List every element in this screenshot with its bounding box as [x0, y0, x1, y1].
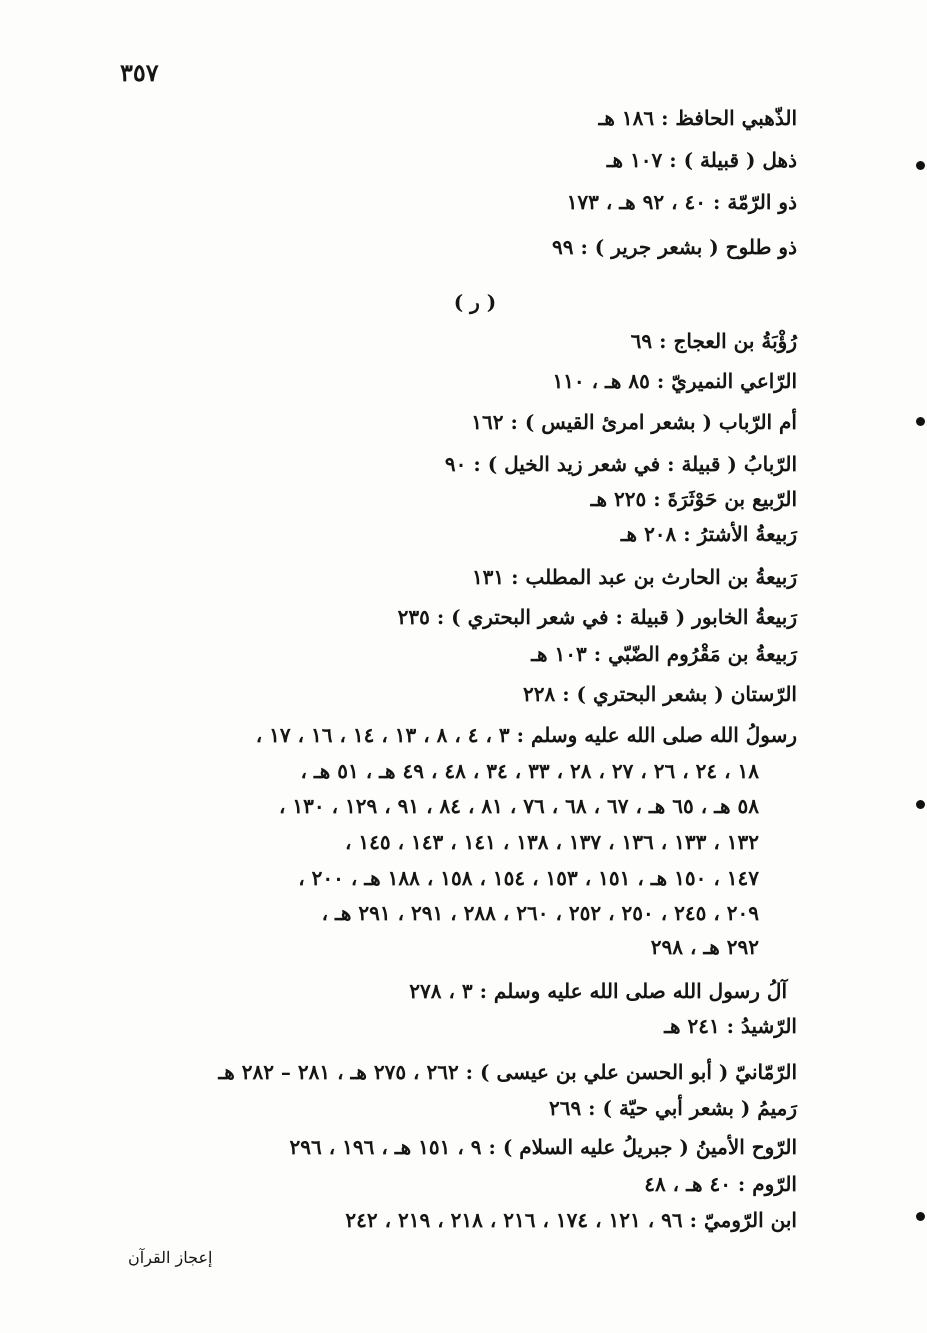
- index-entry: آلُ رسول الله صلى الله عليه وسلم : ٣ ، ٢٧٨: [409, 979, 787, 1003]
- index-entry: رَبيعةُ الخابور ( قبيلة : في شعر البحتري ) : ٢٣٥: [397, 605, 797, 629]
- binding-hole-mark: [916, 1212, 925, 1221]
- binding-hole-mark: [916, 800, 925, 809]
- page-number: ٣٥٧: [120, 58, 159, 87]
- index-entry: الرّمّانيّ ( أبو الحسن علي بن عيسى ) : ٢٦٢ ، ٢٧٥ هـ ، ٢٨١ – ٢٨٢ هـ: [218, 1060, 797, 1084]
- index-entry: رَميمُ ( بشعر أبي حيّة ) : ٢٦٩: [548, 1096, 797, 1120]
- index-entry-continuation: ١٤٧ ، ١٥٠ هـ ، ١٥١ ، ١٥٣ ، ١٥٤ ، ١٥٨ ، ١٨٨ هـ ، ٢٠٠ ،: [298, 866, 759, 890]
- index-entry-continuation: ٢٩٢ هـ ، ٢٩٨: [650, 935, 759, 959]
- index-entry: الرّبيع بن حَوْثَرَةَ : ٢٢٥ هـ: [590, 487, 797, 511]
- index-entry-continuation: ١٨ ، ٢٤ ، ٢٦ ، ٢٧ ، ٢٨ ، ٣٣ ، ٣٤ ، ٤٨ ، ٤٩ هـ ، ٥١ هـ ،: [300, 759, 759, 783]
- index-entry: الرّوح الأمينُ ( جبريلُ عليه السلام ) : ٩ ، ١٥١ هـ ، ١٩٦ ، ٢٩٦: [289, 1135, 797, 1159]
- index-entry: ابن الرّوميّ : ٩٦ ، ١٢١ ، ١٧٤ ، ٢١٦ ، ٢١٨ ، ٢١٩ ، ٢٤٢: [345, 1208, 797, 1232]
- index-entry: ذو الرّمّة : ٤٠ ، ٩٢ هـ ، ١٧٣: [566, 190, 797, 214]
- binding-hole-mark: [916, 417, 925, 426]
- index-entry: رَبيعةُ الأشترُ : ٢٠٨ هـ: [620, 522, 797, 546]
- index-entry-continuation: ٥٨ هـ ، ٦٥ هـ ، ٦٧ ، ٦٨ ، ٧٦ ، ٨١ ، ٨٤ ، ٩١ ، ١٢٩ ، ١٣٠ ،: [279, 794, 759, 818]
- index-entry: ذهل ( قبيلة ) : ١٠٧ هـ: [606, 148, 797, 172]
- section-heading: ( ر ): [453, 290, 497, 314]
- index-entry-continuation: ١٣٢ ، ١٣٣ ، ١٣٦ ، ١٣٧ ، ١٣٨ ، ١٤١ ، ١٤٣ ، ١٤٥ ،: [344, 830, 759, 854]
- index-entry: الرّستان ( بشعر البحتري ) : ٢٢٨: [523, 682, 797, 706]
- index-entry: الرّبابُ ( قبيلة : في شعر زيد الخيل ) : ٩٠: [444, 452, 797, 476]
- index-entry: رُؤْبَةُ بن العجاج : ٦٩: [630, 329, 797, 353]
- index-entry-continuation: ٢٠٩ ، ٢٤٥ ، ٢٥٠ ، ٢٥٢ ، ٢٦٠ ، ٢٨٨ ، ٢٩١ ، ٢٩١ هـ ،: [321, 901, 759, 925]
- index-entry: الرّاعي النميريّ : ٨٥ هـ ، ١١٠: [552, 369, 797, 393]
- index-entry: الرّوم : ٤٠ هـ ، ٤٨: [644, 1172, 797, 1196]
- footer-title: إعجاز القرآن: [128, 1248, 213, 1267]
- index-entry: رسولُ الله صلى الله عليه وسلم : ٣ ، ٤ ، ٨ ، ١٣ ، ١٤ ، ١٦ ، ١٧ ،: [255, 723, 797, 747]
- binding-hole-mark: [916, 161, 925, 170]
- index-entry: الذّهبي الحافظ : ١٨٦ هـ: [598, 106, 797, 130]
- index-entry: الرّشيدُ : ٢٤١ هـ: [664, 1014, 797, 1038]
- index-entry: ذو طلوح ( بشعر جرير ) : ٩٩: [552, 235, 797, 259]
- index-entry: رَبيعةُ بن الحارث بن عبد المطلب : ١٣١: [471, 565, 797, 589]
- index-entry: رَبيعةُ بن مَقْرُوم الضّبّي : ١٠٣ هـ: [531, 642, 797, 666]
- index-entry: أم الرّباب ( بشعر امرئ القيس ) : ١٦٢: [471, 410, 797, 434]
